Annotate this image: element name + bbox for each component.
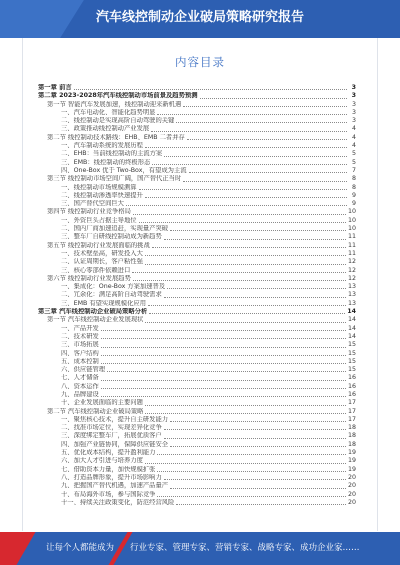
- toc-entry-title: 二、EHB：当前线控制动的主流方案: [61, 150, 163, 158]
- toc-entry-title: 第五节 线控制动行业发展面临的挑战: [47, 241, 150, 249]
- toc-page-number: 15: [347, 341, 356, 349]
- toc-page-number: 9: [351, 191, 356, 199]
- toc-entry-title: 一、汽车制动系统的发展历程: [61, 142, 143, 150]
- toc-page-number: 17: [347, 415, 356, 423]
- toc-page-number: 17: [347, 399, 356, 407]
- toc-page-number: 13: [347, 299, 356, 307]
- toc-dot-leader: [145, 264, 346, 265]
- report-title: 汽车线控制动企业破局策略研究报告: [95, 10, 304, 25]
- toc-page-number: 16: [347, 374, 356, 382]
- toc-item-entry[interactable]: [38, 184, 356, 192]
- toc-dot-leader: [176, 504, 346, 505]
- toc-item-entry[interactable]: [38, 399, 356, 407]
- toc-item-entry[interactable]: [38, 217, 356, 225]
- toc-entry-title: 四、客户结构: [61, 349, 99, 357]
- toc-dot-leader: [101, 347, 346, 348]
- toc-page-number: 16: [347, 390, 356, 398]
- toc-page-number: 10: [347, 216, 356, 224]
- toc-item-entry[interactable]: [38, 441, 356, 449]
- toc-dot-leader: [170, 230, 346, 231]
- toc-entry-title: 七、借助资本力量，加快规模扩张: [61, 465, 156, 473]
- toc-dot-leader: [101, 338, 346, 339]
- toc-entry-title: 十、企业发展面临的主要问题: [61, 399, 143, 407]
- toc-dot-leader: [151, 131, 347, 132]
- toc-dot-leader: [200, 98, 348, 99]
- toc-page-number: 4: [351, 142, 356, 150]
- toc-entry-title: 第一节 智能汽车发展加速，线控制动迎来新机遇: [47, 100, 182, 108]
- toc-page-number: 20: [347, 498, 356, 506]
- toc-item-entry[interactable]: [38, 383, 356, 391]
- toc-item-entry[interactable]: [38, 432, 356, 440]
- toc-dot-leader: [139, 189, 347, 190]
- toc-dot-leader: [145, 197, 347, 198]
- toc-entry-title: 第三章 汽车线控制动企业破局策略分析: [38, 308, 148, 316]
- toc-entry-title: 一、汽车电动化、智能化趋势明显: [61, 108, 156, 116]
- toc-entry-title: 二、找准市场定位，实现差异化竞争: [61, 424, 162, 432]
- toc-item-entry[interactable]: [38, 366, 356, 374]
- toc-dot-leader: [145, 255, 346, 256]
- toc-entry-title: 六、供应链管理: [61, 366, 106, 374]
- toc-dot-leader: [170, 446, 346, 447]
- toc-dot-leader: [152, 247, 346, 248]
- toc-dot-leader: [164, 239, 346, 240]
- toc-dot-leader: [164, 438, 346, 439]
- toc-item-entry[interactable]: [38, 416, 356, 424]
- footer-banner: [0, 532, 400, 565]
- toc-chapter-entry[interactable]: [38, 308, 356, 316]
- toc-item-entry[interactable]: [38, 125, 356, 133]
- toc-item-entry[interactable]: [38, 283, 356, 291]
- toc-dot-leader: [101, 388, 346, 389]
- toc-item-entry[interactable]: [38, 466, 356, 474]
- toc-page-number: 14: [347, 324, 356, 332]
- toc-page-number: 4: [351, 133, 356, 141]
- toc-dot-leader: [170, 421, 346, 422]
- toc-page-number: 14: [347, 332, 356, 340]
- toc-item-entry[interactable]: [38, 424, 356, 432]
- toc-dot-leader: [101, 355, 346, 356]
- toc-entry-title: 一、技术壁垒高，研发投入大: [61, 249, 143, 257]
- toc-entry-title: 二、线控制动渗透率快速提升: [61, 191, 143, 199]
- toc-dot-leader: [139, 222, 346, 223]
- toc-dot-leader: [145, 147, 347, 148]
- toc-section-entry[interactable]: [38, 242, 356, 250]
- toc-section-entry[interactable]: [38, 101, 356, 109]
- toc-entry-title: 一、集成化：One-Box 方案加速普及: [61, 283, 166, 291]
- toc-dot-leader: [152, 164, 347, 165]
- toc-item-entry[interactable]: [38, 150, 356, 158]
- toc-entry-title: 三、EMB：线控制动的终极形态: [61, 158, 151, 166]
- toc-item-entry[interactable]: [38, 391, 356, 399]
- toc-page-number: 16: [347, 382, 356, 390]
- toc-page-number: 20: [347, 473, 356, 481]
- toc-dot-leader: [101, 330, 346, 331]
- toc-item-entry[interactable]: [38, 250, 356, 258]
- toc-page-number: 10: [347, 225, 356, 233]
- toc-page-number: 3: [351, 108, 356, 116]
- toc-item-entry[interactable]: [38, 200, 356, 208]
- toc-dot-leader: [157, 454, 346, 455]
- toc-item-entry[interactable]: [38, 258, 356, 266]
- toc-page-number: 12: [347, 266, 356, 274]
- toc-dot-leader: [164, 156, 347, 157]
- toc-page-number: 20: [347, 490, 356, 498]
- toc-dot-leader: [149, 313, 345, 314]
- toc-item-entry[interactable]: [38, 333, 356, 341]
- toc-entry-title: 三、整车厂自研线控制动成为新趋势: [61, 233, 162, 241]
- toc-page-number: 19: [347, 449, 356, 457]
- toc-dot-leader: [157, 496, 346, 497]
- toc-dot-leader: [164, 479, 346, 480]
- toc-entry-title: 二、认证周期长，客户粘性强: [61, 258, 143, 266]
- toc-entry-title: 一、聚焦核心技术，提升自主研发能力: [61, 415, 169, 423]
- toc-dot-leader: [157, 114, 347, 115]
- toc-entry-title: 第四节 线控制动行业竞争格局: [47, 208, 131, 216]
- toc-entry-title: 五、成本控制: [61, 357, 99, 365]
- toc-page-number: 7: [351, 166, 356, 174]
- toc-list: [38, 84, 356, 507]
- toc-item-entry[interactable]: [38, 267, 356, 275]
- toc-dot-leader: [145, 405, 346, 406]
- toc-item-entry[interactable]: [38, 449, 356, 457]
- toc-chapter-entry[interactable]: [38, 84, 356, 92]
- toc-item-entry[interactable]: [38, 109, 356, 117]
- toc-page-number: 15: [347, 366, 356, 374]
- toc-item-entry[interactable]: [38, 325, 356, 333]
- toc-page-number: 20: [347, 482, 356, 490]
- toc-entry-title: 第三节 线控制动市场空间广阔，国产替代正当时: [47, 175, 182, 183]
- toc-item-entry[interactable]: [38, 233, 356, 241]
- toc-section-entry[interactable]: [38, 316, 356, 324]
- toc-dot-leader: [133, 280, 346, 281]
- toc-page-number: 15: [347, 357, 356, 365]
- toc-page-number: 3: [351, 84, 356, 91]
- toc-page-number: 5: [351, 158, 356, 166]
- toc-chapter-entry[interactable]: [38, 92, 356, 100]
- toc-dot-leader: [145, 322, 346, 323]
- toc-item-entry[interactable]: [38, 300, 356, 308]
- toc-item-entry[interactable]: [38, 225, 356, 233]
- toc-page-number: 13: [347, 291, 356, 299]
- toc-dot-leader: [183, 106, 347, 107]
- toc-section-entry[interactable]: [38, 175, 356, 183]
- toc-entry-title: 六、加大人才引进与培养力度: [61, 457, 143, 465]
- toc-item-entry[interactable]: [38, 499, 356, 507]
- toc-item-entry[interactable]: [38, 159, 356, 167]
- toc-dot-leader: [132, 272, 346, 273]
- toc-page-number: 8: [351, 183, 356, 191]
- toc-item-entry[interactable]: [38, 457, 356, 465]
- toc-entry-title: 三、核心零部件依赖进口: [61, 266, 131, 274]
- toc-entry-title: 三、深度绑定整车厂，拓展优质客户: [61, 432, 162, 440]
- toc-entry-title: 九、品牌建设: [61, 390, 99, 398]
- toc-dot-leader: [101, 380, 346, 381]
- toc-page-number: 11: [347, 241, 356, 249]
- toc-page-number: 18: [347, 424, 356, 432]
- footer-slogan-lead: 让每个人都能成为: [46, 543, 115, 553]
- toc-page-number: 8: [351, 175, 356, 183]
- toc-entry-title: 十一、持续关注政策变化，防范经营风险: [61, 498, 175, 506]
- toc-page-number: 17: [347, 407, 356, 415]
- toc-dot-leader: [74, 89, 347, 90]
- toc-page-number: 18: [347, 440, 356, 448]
- toc-entry-title: 三、市场拓展: [61, 341, 99, 349]
- toc-dot-leader: [157, 471, 346, 472]
- toc-entry-title: 四、加强产业链协同，保障供应链安全: [61, 440, 169, 448]
- toc-item-entry[interactable]: [38, 350, 356, 358]
- toc-dot-leader: [167, 288, 346, 289]
- toc-page-number: 12: [347, 274, 356, 282]
- toc-dot-leader: [145, 413, 346, 414]
- toc-page-number: 19: [347, 465, 356, 473]
- toc-page-number: 4: [351, 125, 356, 133]
- toc-item-entry[interactable]: [38, 374, 356, 382]
- toc-page-number: 10: [347, 208, 356, 216]
- toc-page-number: 9: [351, 200, 356, 208]
- toc-entry-title: 第六节 线控制动行业发展趋势: [47, 274, 131, 282]
- toc-entry-title: 一、外资巨头占据主导地位: [61, 216, 137, 224]
- toc-page-number: 3: [351, 92, 356, 100]
- toc-heading: 内容目录: [175, 55, 225, 69]
- toc-page-number: 3: [351, 117, 356, 125]
- toc-dot-leader: [101, 363, 346, 364]
- toc-item-entry[interactable]: [38, 117, 356, 125]
- toc-page-number: 12: [347, 258, 356, 266]
- toc-dot-leader: [101, 396, 346, 397]
- toc-entry-title: 三、政策推动线控制动产业发展: [61, 125, 150, 133]
- toc-section-entry[interactable]: [38, 275, 356, 283]
- toc-page-number: 19: [347, 457, 356, 465]
- toc-item-entry[interactable]: [38, 491, 356, 499]
- toc-page-number: 3: [351, 100, 356, 108]
- toc-entry-title: 五、优化成本结构，提升盈利能力: [61, 449, 156, 457]
- toc-item-entry[interactable]: [38, 167, 356, 175]
- toc-entry-title: 七、人才储备: [61, 374, 99, 382]
- toc-dot-leader: [145, 463, 346, 464]
- toc-item-entry[interactable]: [38, 192, 356, 200]
- toc-entry-title: 四、One-Box 优于 Two-Box，有望成为主流: [61, 166, 187, 174]
- toc-page-number: 11: [347, 233, 356, 241]
- toc-entry-title: 九、把握国产替代机遇，加速产品量产: [61, 482, 169, 490]
- toc-entry-title: 二、国内厂商加速追赶，实现量产突破: [61, 225, 169, 233]
- toc-dot-leader: [133, 214, 346, 215]
- toc-section-entry[interactable]: [38, 134, 356, 142]
- toc-page-number: 15: [347, 349, 356, 357]
- toc-dot-leader: [189, 172, 347, 173]
- toc-section-entry[interactable]: [38, 408, 356, 416]
- toc-item-entry[interactable]: [38, 482, 356, 490]
- toc-item-entry[interactable]: [38, 291, 356, 299]
- toc-entry-title: 十、布局海外市场，参与国际竞争: [61, 490, 156, 498]
- toc-page-number: 18: [347, 432, 356, 440]
- toc-page-number: 11: [347, 249, 356, 257]
- toc-page-number: 13: [347, 283, 356, 291]
- toc-entry-title: 八、打造品牌形象，提升市场影响力: [61, 473, 162, 481]
- toc-entry-title: 三、EMB 有望实现规模化应用: [61, 299, 146, 307]
- toc-item-entry[interactable]: [38, 474, 356, 482]
- header-banner: [0, 0, 400, 38]
- toc-page-number: 14: [347, 308, 356, 316]
- toc-dot-leader: [164, 297, 346, 298]
- toc-entry-title: 八、资本运作: [61, 382, 99, 390]
- toc-entry-title: 第一章 前言: [38, 84, 72, 91]
- toc-page-number: 14: [347, 316, 356, 324]
- toc-entry-title: 二、冗余化：满足高阶自动驾驶需求: [61, 291, 162, 299]
- toc-entry-title: 一、线控制动市场规模测算: [61, 183, 137, 191]
- footer-slogan-roles: 行业专家、管理专家、营销专家、战略专家、成功企业家……: [130, 543, 360, 553]
- toc-entry-title: 第二节 线控制动技术路线：EHB、EMB 二者并存: [47, 133, 185, 141]
- toc-item-entry[interactable]: [38, 341, 356, 349]
- toc-dot-leader: [183, 181, 347, 182]
- toc-dot-leader: [126, 205, 347, 206]
- toc-item-entry[interactable]: [38, 142, 356, 150]
- toc-dot-leader: [176, 122, 347, 123]
- toc-item-entry[interactable]: [38, 358, 356, 366]
- toc-entry-title: 第二章 2023-2028年汽车线控制动市场前景及趋势预测: [38, 92, 198, 100]
- toc-dot-leader: [107, 371, 346, 372]
- toc-section-entry[interactable]: [38, 208, 356, 216]
- toc-entry-title: 一、产品开发: [61, 324, 99, 332]
- toc-dot-leader: [148, 305, 346, 306]
- toc-entry-title: 第二节 汽车线控制动企业破局策略: [47, 407, 144, 415]
- toc-entry-title: 第一节 汽车线控制动企业发展现状: [47, 316, 144, 324]
- toc-entry-title: 二、线控制动是实现高阶自动驾驶的关键: [61, 117, 175, 125]
- toc-dot-leader: [164, 429, 346, 430]
- toc-page-number: 5: [351, 150, 356, 158]
- footer-red-accent: [0, 532, 36, 565]
- toc-dot-leader: [170, 488, 346, 489]
- toc-entry-title: 二、技术研发: [61, 332, 99, 340]
- toc-entry-title: 三、国产替代空间巨大: [61, 200, 124, 208]
- toc-dot-leader: [187, 139, 347, 140]
